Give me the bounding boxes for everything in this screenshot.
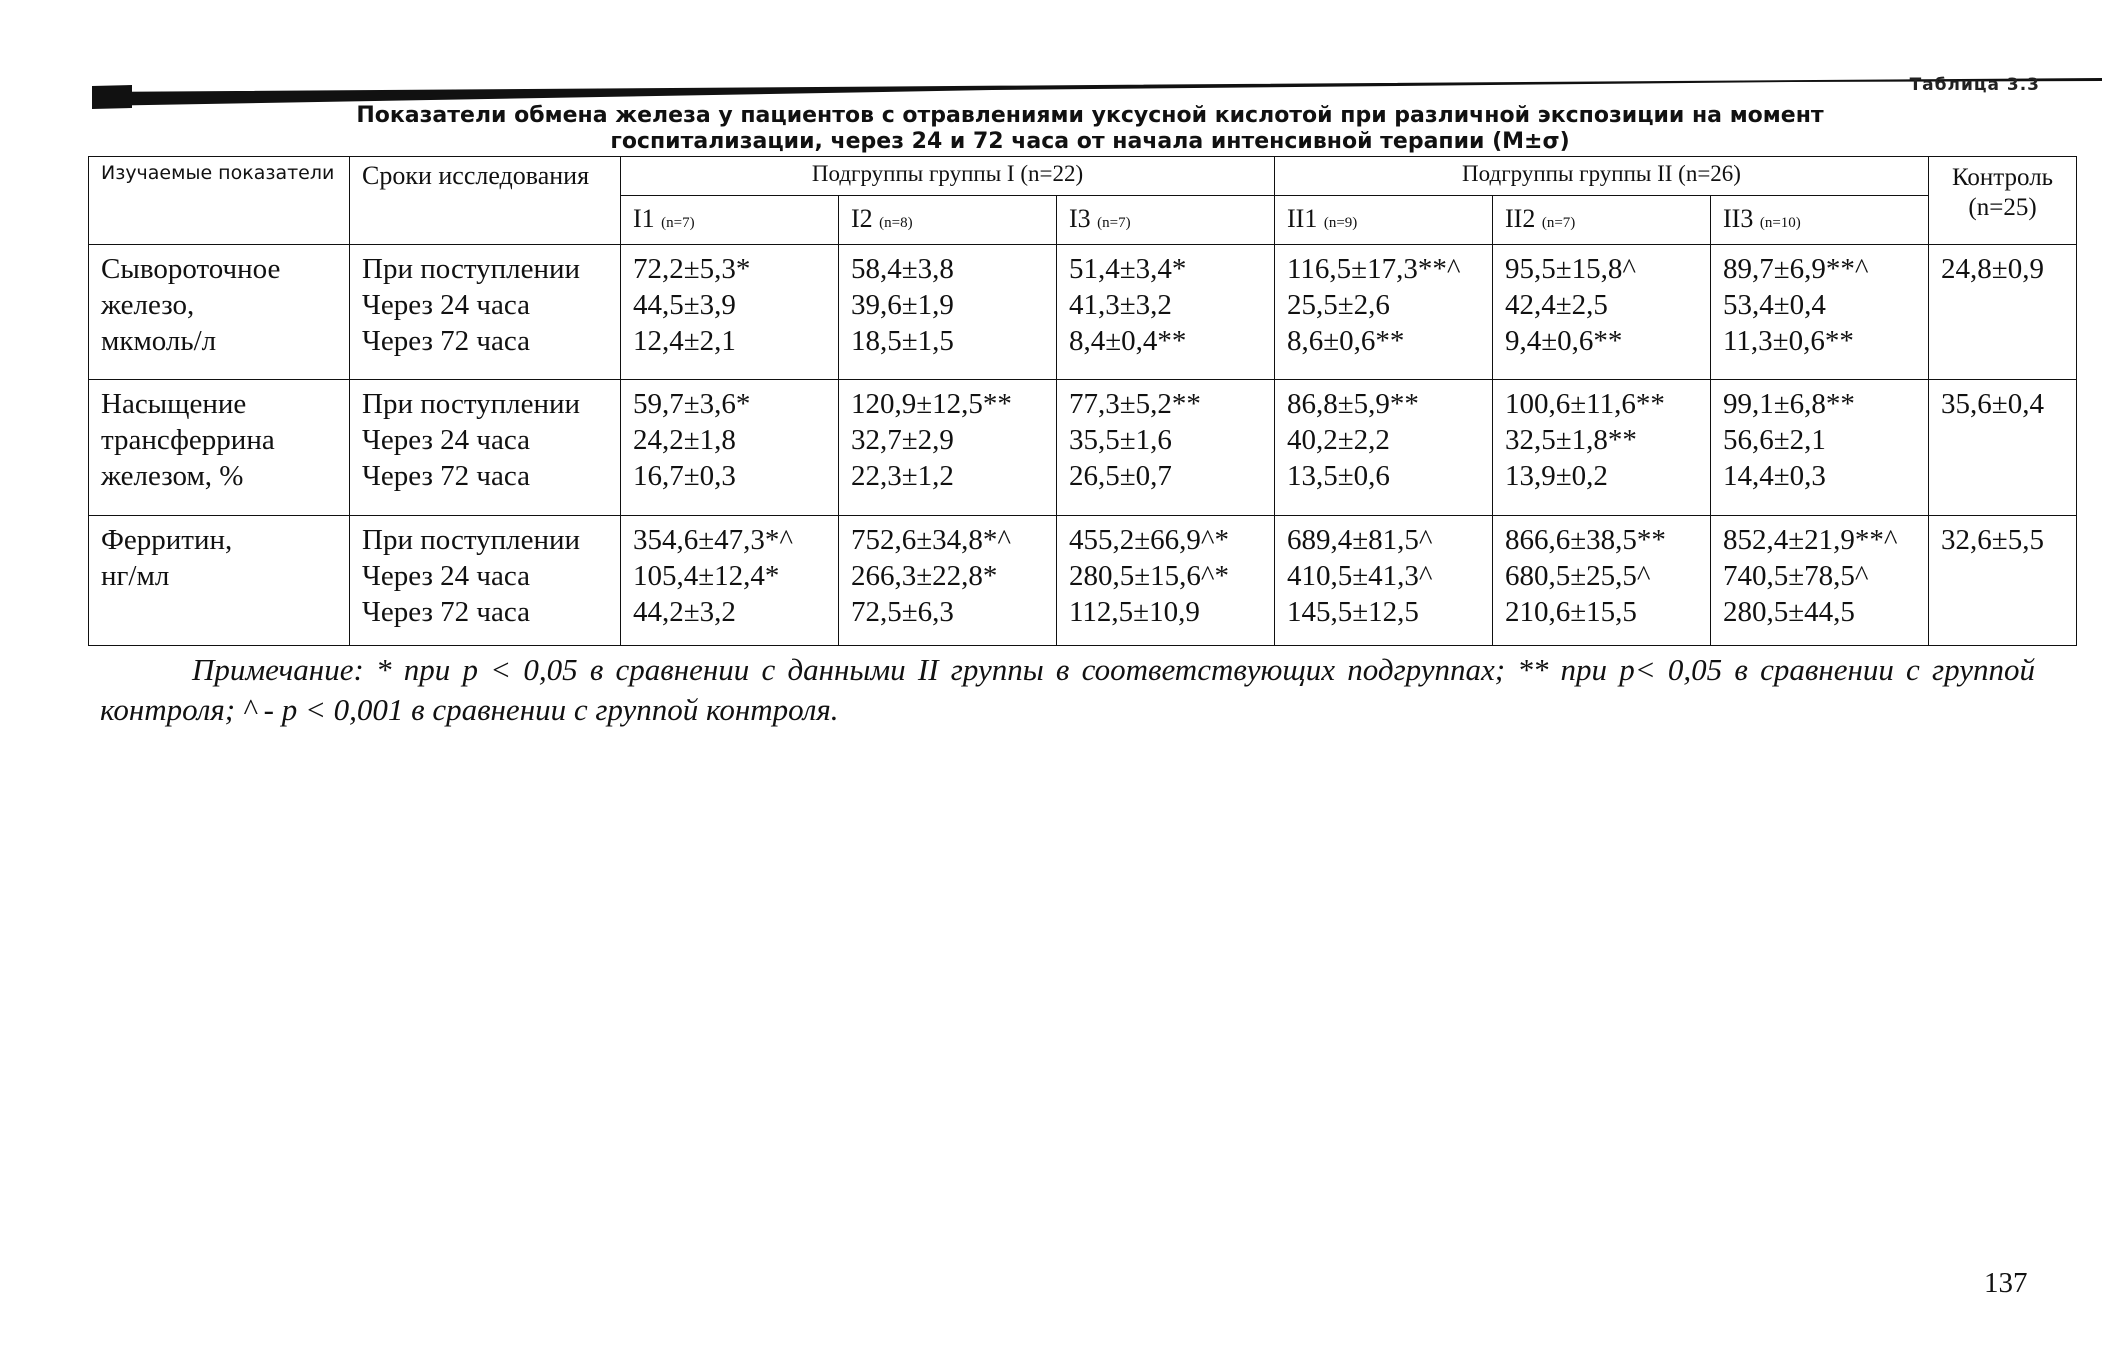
- value-cell: [1275, 380, 1493, 516]
- value: 354,6±47,3*^: [633, 524, 794, 556]
- subgroup-name: II3: [1723, 204, 1754, 233]
- value: 53,4±0,4: [1723, 289, 1826, 321]
- value: 72,2±5,3*: [633, 253, 751, 285]
- value: 145,5±12,5: [1287, 596, 1419, 628]
- indicator-line: Ферритин,: [101, 524, 233, 556]
- value: 100,6±11,6**: [1505, 388, 1665, 420]
- subgroup-name: II2: [1505, 204, 1536, 233]
- header-group-1: Подгруппы группы I (n=22): [621, 157, 1275, 196]
- value: 25,5±2,6: [1287, 289, 1390, 321]
- subgroup-n: (n=8): [879, 215, 913, 231]
- value: 41,3±3,2: [1069, 289, 1172, 321]
- value: 77,3±5,2**: [1069, 388, 1201, 420]
- table-title: [150, 103, 2030, 155]
- value: 86,8±5,9**: [1287, 388, 1419, 420]
- value: 8,6±0,6**: [1287, 325, 1405, 357]
- header-group-2: Подгруппы группы II (n=26): [1275, 157, 1929, 196]
- subgroup-name: II1: [1287, 204, 1318, 233]
- table-label: Таблица 3.3: [1909, 75, 2040, 95]
- value: 266,3±22,8*: [851, 560, 998, 592]
- value-cell: [1711, 380, 1929, 516]
- header-subgroup-i3: [1057, 196, 1275, 245]
- indicator-line: железо,: [101, 289, 195, 321]
- iron-metabolism-table: [88, 156, 2077, 646]
- value: 455,2±66,9^*: [1069, 524, 1230, 556]
- value-cell: [1275, 516, 1493, 646]
- value: 689,4±81,5^: [1287, 524, 1433, 556]
- value: 9,4±0,6**: [1505, 325, 1623, 357]
- subgroup-n: (n=7): [1541, 215, 1576, 231]
- value: 32,5±1,8**: [1505, 424, 1637, 456]
- indicator-cell: [89, 516, 350, 646]
- indicator-cell: [89, 380, 350, 516]
- period-label: Через 72 часа: [362, 325, 530, 357]
- value: 39,6±1,9: [851, 289, 954, 321]
- subgroup-n: (n=9): [1323, 215, 1358, 231]
- value: 866,6±38,5**: [1505, 524, 1666, 556]
- control-value: 24,8±0,9: [1941, 253, 2044, 285]
- header-subgroup-i2: [839, 196, 1057, 245]
- value: 14,4±0,3: [1723, 460, 1826, 492]
- value: 11,3±0,6**: [1723, 325, 1854, 357]
- value: 680,5±25,5^: [1505, 560, 1651, 592]
- value: 51,4±3,4*: [1069, 253, 1187, 285]
- control-cell: [1929, 380, 2077, 516]
- value-cell: [1057, 380, 1275, 516]
- table-row: [89, 380, 2077, 516]
- value-cell: [621, 245, 839, 380]
- table-row: [89, 245, 2077, 380]
- value: 105,4±12,4*: [633, 560, 780, 592]
- header-indicators: Изучаемые показатели: [89, 157, 350, 245]
- indicator-line: трансферрина: [101, 424, 275, 456]
- value-cell: [1711, 245, 1929, 380]
- periods-cell: [350, 380, 621, 516]
- value: 280,5±44,5: [1723, 596, 1855, 628]
- indicator-line: мкмоль/л: [101, 325, 217, 357]
- page-number: 137: [1984, 1267, 2028, 1299]
- value: 32,7±2,9: [851, 424, 954, 456]
- value: 112,5±10,9: [1069, 596, 1200, 628]
- value: 13,5±0,6: [1287, 460, 1390, 492]
- value: 44,2±3,2: [633, 596, 736, 628]
- subgroup-name: I1: [633, 204, 655, 233]
- value: 13,9±0,2: [1505, 460, 1608, 492]
- value: 852,4±21,9**^: [1723, 524, 1898, 556]
- value: 26,5±0,7: [1069, 460, 1172, 492]
- value-cell: [839, 516, 1057, 646]
- value-cell: [1057, 516, 1275, 646]
- periods-cell: [350, 245, 621, 380]
- table-row: [89, 516, 2077, 646]
- value-cell: [1493, 380, 1711, 516]
- value: 72,5±6,3: [851, 596, 954, 628]
- header-subgroup-ii1: [1275, 196, 1493, 245]
- value: 8,4±0,4**: [1069, 325, 1187, 357]
- subgroup-n: (n=10): [1759, 215, 1801, 231]
- value: 210,6±15,5: [1505, 596, 1637, 628]
- indicator-line: железом, %: [101, 460, 244, 492]
- value-cell: [839, 380, 1057, 516]
- value: 18,5±1,5: [851, 325, 954, 357]
- value: 42,4±2,5: [1505, 289, 1608, 321]
- value: 99,1±6,8**: [1723, 388, 1855, 420]
- value-cell: [1057, 245, 1275, 380]
- table-title-line-2: госпитализации, через 24 и 72 часа от начала интенсивной терапии (М±σ): [610, 129, 1570, 154]
- value-cell: [1493, 245, 1711, 380]
- header-subgroup-ii3: [1711, 196, 1929, 245]
- control-cell: [1929, 516, 2077, 646]
- value: 24,2±1,8: [633, 424, 736, 456]
- value: 89,7±6,9**^: [1723, 253, 1869, 285]
- control-value: 35,6±0,4: [1941, 388, 2044, 420]
- period-label: Через 24 часа: [362, 424, 530, 456]
- value: 740,5±78,5^: [1723, 560, 1869, 592]
- value: 116,5±17,3**^: [1287, 253, 1461, 285]
- period-label: Через 72 часа: [362, 460, 530, 492]
- period-label: Через 24 часа: [362, 289, 530, 321]
- table-title-line-1: Показатели обмена железа у пациентов с отравлениями уксусной кислотой при различной экспозиции на момент: [356, 103, 1824, 128]
- value-cell: [1493, 516, 1711, 646]
- header-control: Контроль (n=25): [1929, 157, 2077, 245]
- period-label: При поступлении: [362, 388, 581, 420]
- indicator-line: Насыщение: [101, 388, 247, 420]
- subgroup-name: I2: [851, 204, 873, 233]
- value-cell: [621, 380, 839, 516]
- header-subgroup-i1: [621, 196, 839, 245]
- table-footnote: Примечание: * при р < 0,05 в сравнении с данными II группы в соответствующих подгруппах; ** при р< 0,05 в сравнении с группой контроля; ^ - р < 0,001 в сравнении с группой контроля.: [100, 652, 2035, 727]
- value: 752,6±34,8*^: [851, 524, 1012, 556]
- value: 58,4±3,8: [851, 253, 954, 285]
- control-cell: [1929, 245, 2077, 380]
- indicator-line: нг/мл: [101, 560, 170, 592]
- value: 280,5±15,6^*: [1069, 560, 1230, 592]
- header-periods: Сроки исследования: [350, 157, 621, 245]
- value: 410,5±41,3^: [1287, 560, 1433, 592]
- period-label: Через 72 часа: [362, 596, 530, 628]
- header-subgroup-ii2: [1493, 196, 1711, 245]
- periods-cell: [350, 516, 621, 646]
- value-cell: [621, 516, 839, 646]
- value: 56,6±2,1: [1723, 424, 1826, 456]
- value: 44,5±3,9: [633, 289, 736, 321]
- control-value: 32,6±5,5: [1941, 524, 2044, 556]
- subgroup-n: (n=7): [661, 215, 695, 231]
- value-cell: [1275, 245, 1493, 380]
- indicator-line: Сывороточное: [101, 253, 281, 285]
- subgroup-name: I3: [1069, 204, 1091, 233]
- value: 95,5±15,8^: [1505, 253, 1637, 285]
- value: 35,5±1,6: [1069, 424, 1172, 456]
- value-cell: [839, 245, 1057, 380]
- subgroup-n: (n=7): [1097, 215, 1131, 231]
- indicator-cell: [89, 245, 350, 380]
- value-cell: [1711, 516, 1929, 646]
- period-label: При поступлении: [362, 253, 581, 285]
- value: 40,2±2,2: [1287, 424, 1390, 456]
- value: 12,4±2,1: [633, 325, 736, 357]
- value: 59,7±3,6*: [633, 388, 751, 420]
- value: 22,3±1,2: [851, 460, 954, 492]
- period-label: При поступлении: [362, 524, 581, 556]
- value: 16,7±0,3: [633, 460, 736, 492]
- value: 120,9±12,5**: [851, 388, 1012, 420]
- period-label: Через 24 часа: [362, 560, 530, 592]
